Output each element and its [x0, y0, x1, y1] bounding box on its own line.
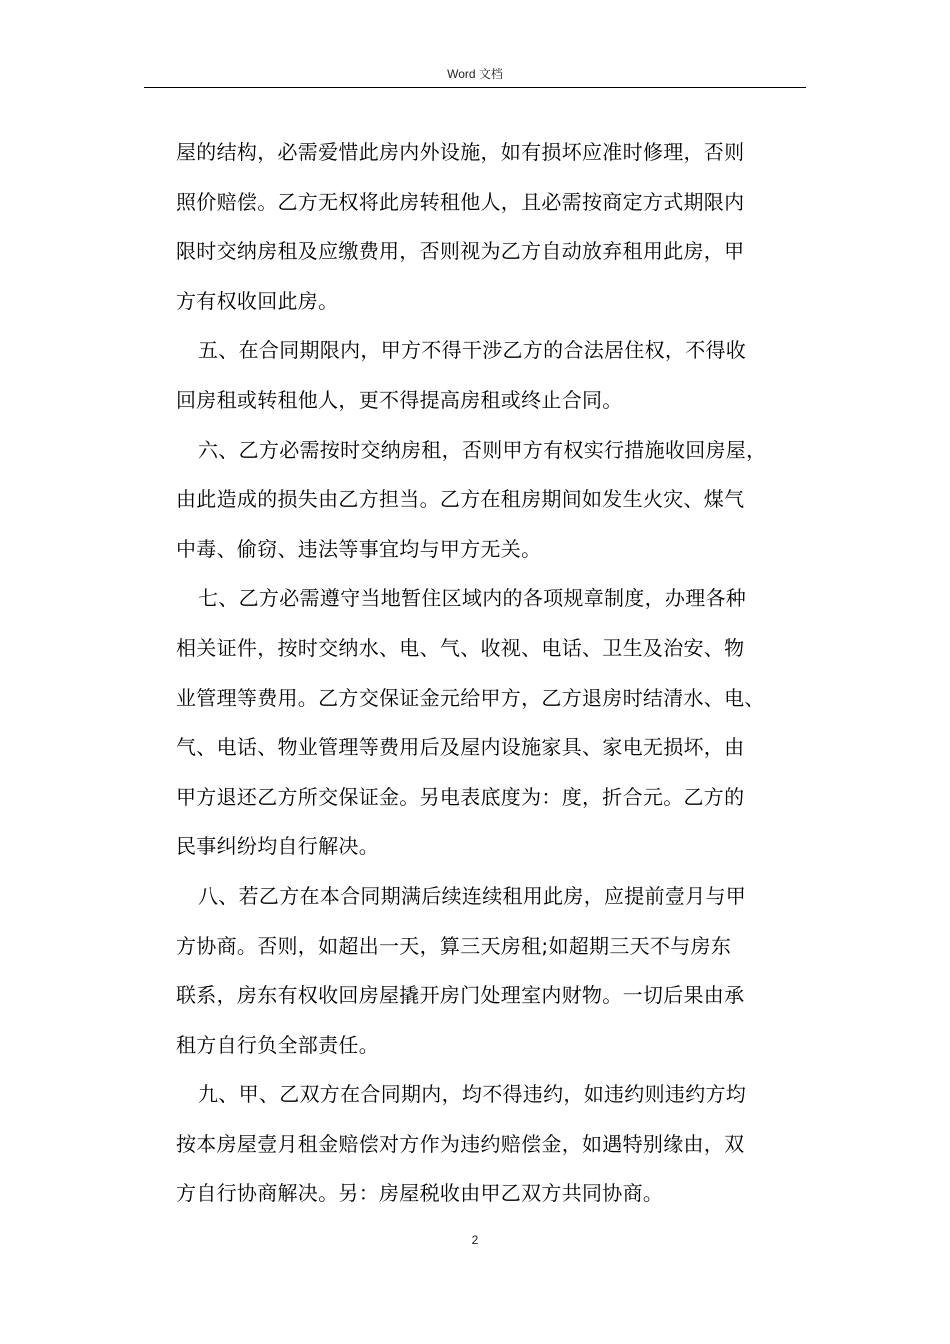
text-line: 七、乙方必需遵守当地暂住区域内的各项规章制度，办理各种	[198, 586, 747, 611]
text-line: 相关证件，按时交纳水、电、气、收视、电话、卫生及治安、物	[176, 635, 745, 660]
paragraph-clause-8	[176, 872, 836, 1070]
text-line: 六、乙方必需按时交纳房租，否则甲方有权实行措施收回房屋，	[198, 437, 767, 462]
text-line: 按本房屋壹月租金赔偿对方作为违约赔偿金，如遇特别缘由，双	[176, 1131, 745, 1156]
text-line: 业管理等费用。乙方交保证金元给甲方，乙方退房时结清水、电、	[176, 685, 765, 710]
text-line: 气、电话、物业管理等费用后及屋内设施家具、家电无损坏，由	[176, 735, 745, 760]
paragraph-clause-6	[176, 426, 836, 575]
text-line: 九、甲、乙双方在合同期内，均不得违约，如违约则违约方均	[198, 1082, 747, 1107]
text-line: 租方自行负全部责任。	[176, 1032, 379, 1057]
header-divider	[144, 87, 806, 88]
paragraph-clause-9	[176, 1070, 836, 1219]
text-line: 照价赔偿。乙方无权将此房转租他人，且必需按商定方式期限内	[176, 189, 745, 214]
text-line: 五、在合同期限内，甲方不得干涉乙方的合法居住权，不得收	[198, 338, 747, 363]
text-line: 联系，房东有权收回房屋撬开房门处理室内财物。一切后果由承	[176, 983, 745, 1008]
text-line: 屋的结构，必需爱惜此房内外设施，如有损坏应准时修理，否则	[176, 140, 745, 164]
paragraph-clause-5	[176, 326, 836, 425]
text-line: 八、若乙方在本合同期满后续连续租用此房，应提前壹月与甲	[198, 883, 747, 908]
text-line: 方自行协商解决。另：房屋税收由甲乙双方共同协商。	[176, 1181, 664, 1206]
page-number: 2	[471, 1233, 479, 1247]
text-line: 限时交纳房租及应缴费用，否则视为乙方自动放弃租用此房，甲	[176, 239, 745, 264]
paragraph-continuation	[176, 128, 836, 326]
text-line: 回房租或转租他人，更不得提高房租或终止合同。	[176, 387, 623, 412]
paragraph-clause-7	[176, 574, 836, 872]
text-line: 由此造成的损失由乙方担当。乙方在租房期间如发生火灾、煤气	[176, 487, 745, 512]
document-body	[176, 128, 836, 1219]
text-line: 甲方退还乙方所交保证金。另电表底度为：度，折合元。乙方的	[176, 784, 745, 809]
text-line: 民事纠纷均自行解决。	[176, 834, 379, 859]
text-line: 方有权收回此房。	[176, 288, 339, 313]
text-line: 方协商。否则，如超出一天，算三天房租;如超期三天不与房东	[176, 933, 732, 958]
page-header: Word 文档	[447, 67, 503, 81]
text-line: 中毒、偷窃、违法等事宜均与甲方无关。	[176, 536, 542, 561]
